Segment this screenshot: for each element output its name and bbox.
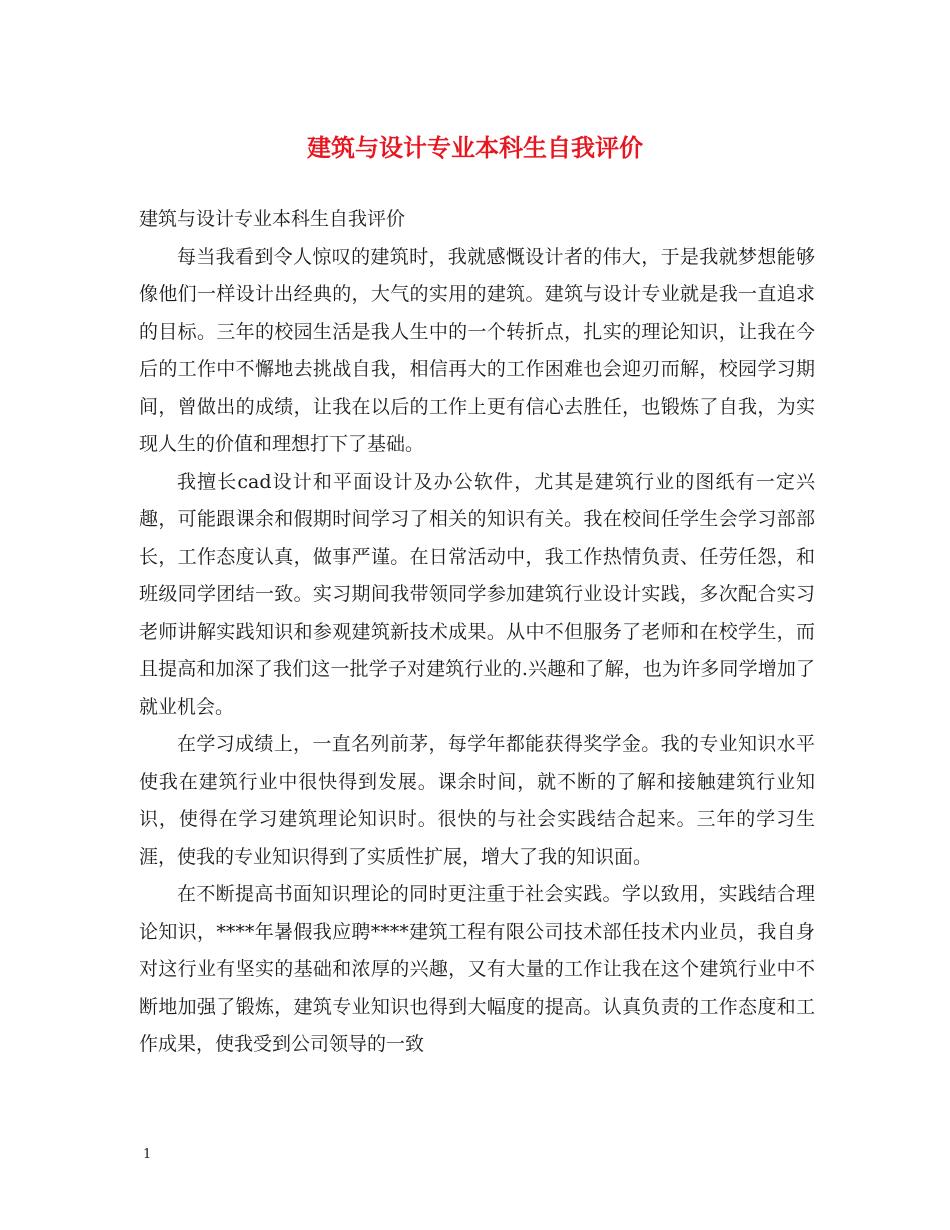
- paragraph-4: 在不断提高书面知识理论的同时更注重于社会实践。学以致用，实践结合理论知识，****年暑假我应聘****建筑工程有限公司技术部任技术内业员，我自身对这行业有坚实的基础和浓厚的兴趣，又有大量的工作让我在这个建筑行业中不断地加强了锻炼，建筑专业知识也得到大幅度的提高。认真负责的工作态度和工作成果，使我受到公司领导的一致: [139, 883, 815, 1055]
- document-body: [139, 201, 815, 1064]
- paragraph-1: 每当我看到令人惊叹的建筑时，我就感慨设计者的伟大，于是我就梦想能够像他们一样设计出经典的，大气的实用的建筑。建筑与设计专业就是我一直追求的目标。三年的校园生活是我人生中的一个转折点，扎实的理论知识，让我在今后的工作中不懈地去挑战自我，相信再大的工作困难也会迎刃而解，校园学习期间，曾做出的成绩，让我在以后的工作上更有信心去胜任，也锻炼了自我，为实现人生的价值和理想打下了基础。: [139, 245, 815, 455]
- paragraph-2: 我擅长cad设计和平面设计及办公软件，尤其是建筑行业的图纸有一定兴趣，可能跟课余和假期时间学习了相关的知识有关。我在校间任学生会学习部部长，工作态度认真，做事严谨。在日常活动中，我工作热情负责、任劳任怨，和班级同学团结一致。实习期间我带领同学参加建筑行业设计实践，多次配合实习老师讲解实践知识和参观建筑新技术成果。从中不但服务了老师和在校学生，而且提高和加深了我们这一批学子对建筑行业的.兴趣和了解，也为许多同学增加了就业机会。: [139, 470, 815, 718]
- page-number: 1: [143, 1147, 152, 1162]
- paragraph-3: 在学习成绩上，一直名列前茅，每学年都能获得奖学金。我的专业知识水平使我在建筑行业中很快得到发展。课余时间，就不断的了解和接触建筑行业知识，使得在学习建筑理论知识时。很快的与社会实践结合起来。三年的学习生涯，使我的专业知识得到了实质性扩展，增大了我的知识面。: [139, 733, 815, 868]
- document-subtitle: 建筑与设计专业本科生自我评价: [139, 208, 406, 230]
- document-title: 建筑与设计专业本科生自我评价: [307, 133, 643, 162]
